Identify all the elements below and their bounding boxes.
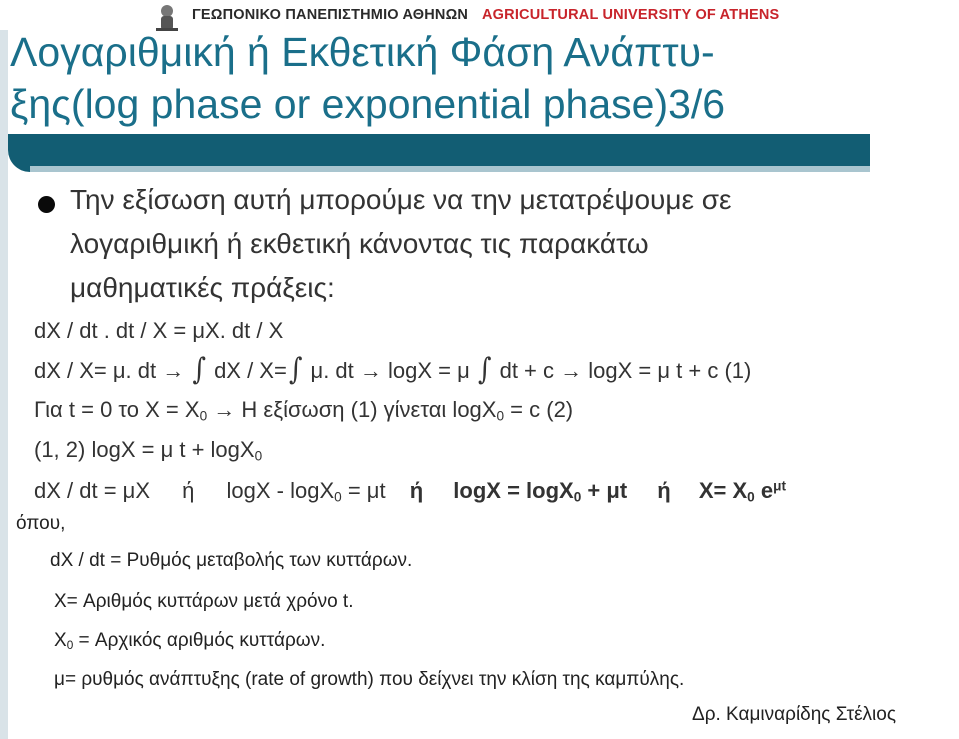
eq3-part-c: = c (2) [510,397,574,422]
eq5-part-a: dX / dt = μX [34,478,151,503]
arrow-icon: → [359,358,382,383]
superscript-mu-t: μt [773,478,786,494]
eq5-part-f: X= X [698,478,748,503]
arrow-icon: → [560,358,583,383]
equation-5 [34,478,786,504]
where-label: όπου, [16,513,66,534]
slide-title-line2: ξης(log phase or exponential phase)3/6 [10,81,726,127]
eq5-or-3: ή [657,478,671,503]
subscript-zero: 0 [199,408,208,424]
eq2-part-e: dt + c [499,358,555,383]
left-decorative-bar [0,30,8,739]
bullet-text-line1: Την εξίσωση αυτή μπορούμε να την μετατρέψουμε σε [70,184,732,215]
eq2-part-f: logX = μ t + c (1) [588,358,752,383]
university-logo-icon [150,2,184,32]
equation-2 [34,352,752,388]
title-underline-highlight [30,166,870,172]
subscript-zero: 0 [66,638,74,652]
eq5-part-c: = μt [347,478,386,503]
slide-title-line1: Λογαριθμική ή Εκθετική Φάση Ανάπτυ- [10,29,715,75]
eq5-part-b: logX - logX [226,478,335,503]
eq5-part-d: logX = logX [453,478,574,503]
definition-rate-of-change: dX / dt = Ρυθμός μεταβολής των κυττάρων. [50,550,413,571]
def3-symbol: X [54,630,67,651]
subscript-zero: 0 [334,489,342,505]
equation-4 [34,437,262,463]
definition-growth-rate: μ= ρυθμός ανάπτυξης (rate of growth) που δείχνει την κλίση της καμπύλης. [54,669,685,690]
eq3-part-b: Η εξίσωση (1) γίνεται logX [241,397,497,422]
integral-icon: ∫ [288,352,303,388]
arrow-icon: → [213,397,236,422]
subscript-zero: 0 [254,448,263,464]
eq3-part-a: Για t = 0 το X = X [34,397,200,422]
eq5-part-e: + μt [587,478,628,503]
eq2-part-a: dX / X= μ. dt [34,358,157,383]
definition-cell-count: X= Αριθμός κυττάρων μετά χρόνο t. [54,591,354,612]
bullet-text-line2: λογαριθμική ή εκθετική κάνοντας τις παρακάτω [70,228,649,259]
subscript-zero: 0 [747,489,755,505]
author-name: Δρ. Καμιναρίδης Στέλιος [692,704,896,725]
equation-1: dX / dt . dt / X = μX. dt / X [34,318,284,343]
university-name-greek: ΓΕΩΠΟΝΙΚΟ ΠΑΝΕΠΙΣΤΗΜΙΟ ΑΘΗΝΩΝ [192,7,469,23]
eq2-part-d: logX = μ [388,358,470,383]
university-name-english: AGRICULTURAL UNIVERSITY OF ATHENS [482,7,780,23]
eq5-part-g: e [760,478,774,503]
equation-3 [34,397,573,423]
eq4-part-a: (1, 2) logX = μ t + logX [34,437,255,462]
bullet-text-line3: μαθηματικές πράξεις: [70,272,335,303]
eq2-part-b: dX / X= [214,358,287,383]
subscript-zero: 0 [496,408,505,424]
arrow-icon: → [162,358,185,383]
integral-icon: ∫ [477,352,492,388]
integral-icon: ∫ [192,352,206,388]
eq5-or-2: ή [409,478,424,503]
definition-initial-count [54,630,325,652]
eq5-or-1: ή [182,478,195,503]
eq2-part-c: μ. dt [310,358,354,383]
bullet-dot-icon [38,196,55,213]
subscript-zero: 0 [573,489,582,505]
def3-text: = Αρχικός αριθμός κυττάρων. [78,630,326,651]
